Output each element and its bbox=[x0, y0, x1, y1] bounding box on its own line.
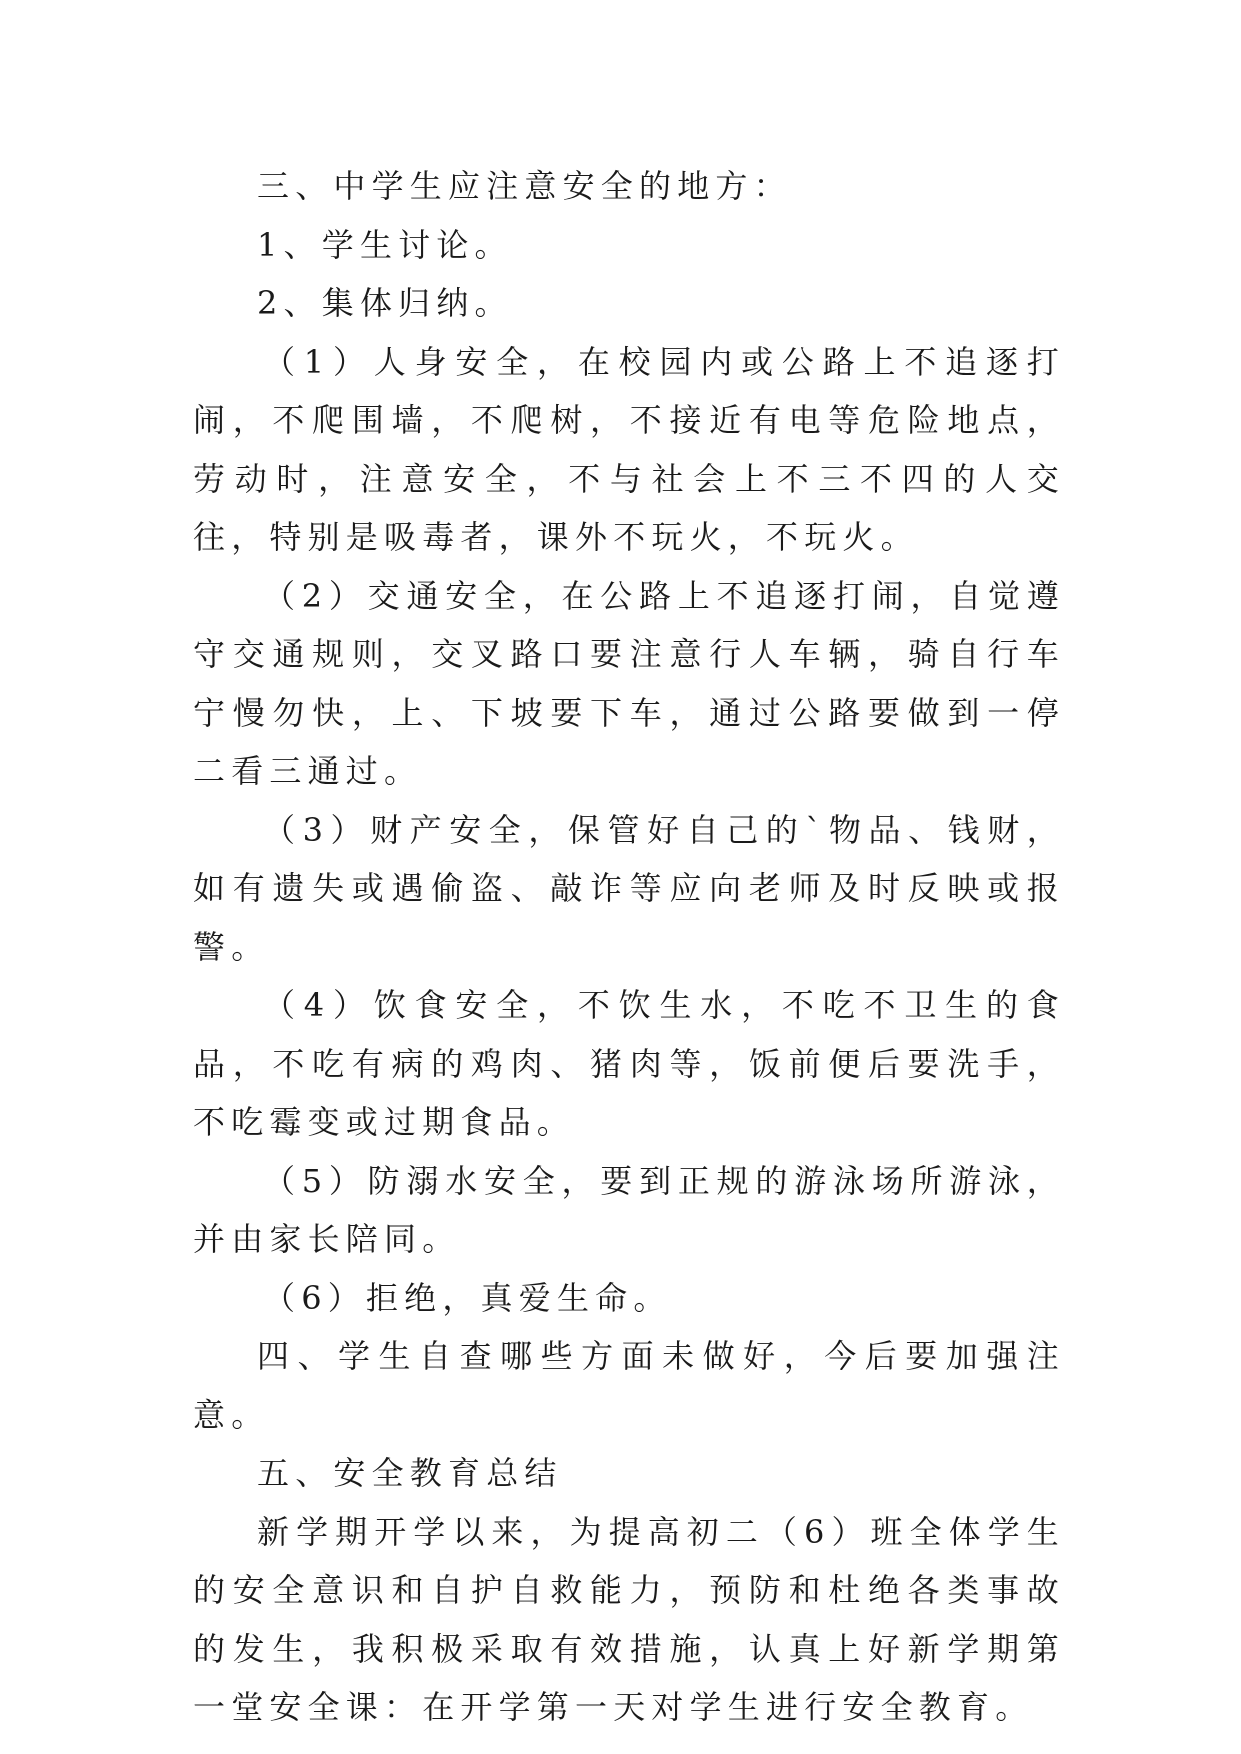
paragraph-personal-safety: （1）人身安全，在校园内或公路上不追逐打闹，不爬围墙，不爬树，不接近有电等危险地点，劳动时，注意安全，不与社会上不三不四的人交往，特别是吸毒者，课外不玩火，不玩火。 bbox=[193, 342, 1065, 556]
paragraph-drowning-safety: （5）防溺水安全，要到正规的游泳场所游泳，并由家长陪同。 bbox=[193, 1161, 1065, 1258]
paragraph-property-safety: （3）财产安全，保管好自己的`物品、钱财，如有遗失或遇偷盗、敲诈等应向老师及时反映或报警。 bbox=[193, 810, 1065, 966]
section-heading-3: 三、中学生应注意安全的地方： bbox=[257, 167, 792, 205]
document-body bbox=[193, 157, 1065, 1737]
paragraph-cherish-life: （6）拒绝，真爱生命。 bbox=[263, 1278, 672, 1317]
list-item-2: 2、集体归纳。 bbox=[257, 284, 513, 322]
paragraph-summary: 新学期开学以来，为提高初二（6）班全体学生的安全意识和自护自救能力，预防和杜绝各类事故的发生，我积极采取有效措施，认真上好新学期第一堂安全课：在开学第一天对学生进行安全教育。 bbox=[193, 1512, 1065, 1726]
section-heading-4: 四、学生自查哪些方面未做好，今后要加强注意。 bbox=[193, 1337, 1065, 1434]
paragraph-food-safety: （4）饮食安全，不饮生水，不吃不卫生的食品，不吃有病的鸡肉、猪肉等，饭前便后要洗手，不吃霉变或过期食品。 bbox=[193, 986, 1065, 1141]
paragraph-traffic-safety: （2）交通安全，在公路上不追逐打闹，自觉遵守交通规则，交叉路口要注意行人车辆，骑自行车宁慢勿快，上、下坡要下车，通过公路要做到一停二看三通过。 bbox=[193, 576, 1065, 790]
section-heading-5: 五、安全教育总结 bbox=[257, 1454, 563, 1492]
list-item-1: 1、学生讨论。 bbox=[257, 225, 513, 264]
